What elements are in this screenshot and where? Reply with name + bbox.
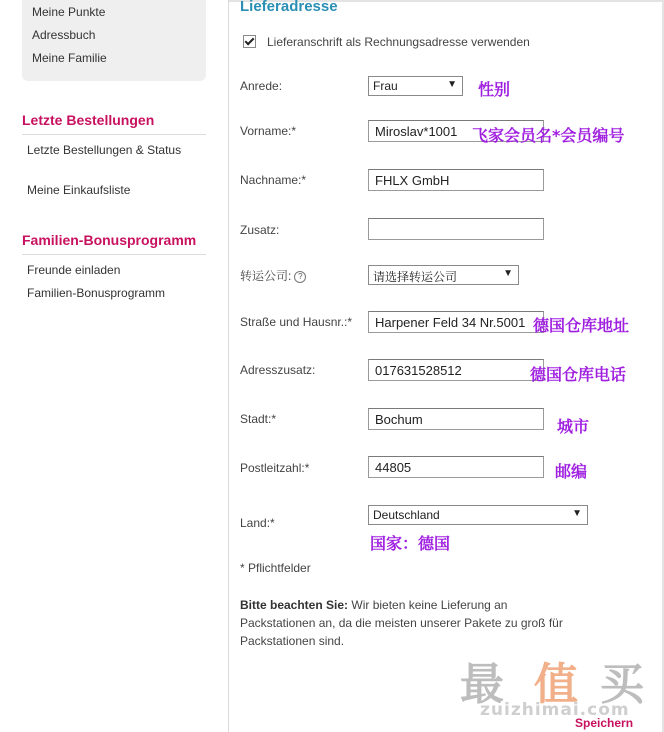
postcode-label: Postleitzahl:*: [240, 461, 310, 475]
watermark-url: zuizhimai.com: [480, 700, 630, 720]
last-name-label: Nachname:*: [240, 173, 307, 187]
carrier-label: [240, 267, 306, 284]
sidebar-link-recent-orders[interactable]: Letzte Bestellungen & Status: [27, 143, 182, 157]
annotation-warehouse-address: 德国仓库地址: [533, 316, 630, 335]
street-label: Straße und Hausnr.:*: [240, 315, 353, 329]
save-button[interactable]: Speichern: [575, 716, 634, 730]
carrier-select[interactable]: [368, 265, 519, 285]
annotation-warehouse-phone: 德国仓库电话: [530, 365, 627, 384]
dropdown-arrow-icon: ▼: [503, 268, 513, 279]
first-name-input[interactable]: Miroslav*1001: [368, 120, 544, 142]
sidebar-link-bonus-program[interactable]: Familien-Bonusprogramm: [27, 286, 166, 300]
country-label: Land:*: [240, 516, 275, 530]
help-icon[interactable]: ?: [294, 271, 306, 283]
salutation-select[interactable]: [368, 76, 463, 96]
dropdown-arrow-icon: ▼: [572, 508, 582, 519]
annotation-postcode: 邮编: [555, 462, 588, 481]
same-address-label: Lieferanschrift als Rechnungsadresse verwenden: [267, 35, 530, 49]
same-address-checkbox[interactable]: [243, 35, 256, 48]
sidebar-heading-orders: Letzte Bestellungen: [22, 112, 206, 135]
dropdown-arrow-icon: ▼: [447, 79, 457, 90]
salutation-label: Anrede:: [240, 79, 283, 93]
watermark-char-1: 最: [460, 659, 504, 710]
address-addition-label: Adresszusatz:: [240, 363, 316, 377]
sidebar-link-shopping-list[interactable]: Meine Einkaufsliste: [27, 183, 131, 197]
sidebar-item-meine-familie[interactable]: Meine Familie: [32, 51, 107, 65]
first-name-label: Vorname:*: [240, 124, 297, 138]
addition-label: Zusatz:: [240, 223, 280, 237]
sidebar-item-meine-punkte[interactable]: Meine Punkte: [32, 5, 106, 19]
addition-input[interactable]: [368, 218, 544, 240]
watermark-char-3: 买: [600, 659, 644, 710]
carrier-value: 请选择转运公司: [373, 270, 458, 284]
sidebar: [0, 0, 228, 732]
sidebar-item-adressbuch[interactable]: Adressbuch: [32, 28, 96, 42]
annotation-country: 国家：德国: [370, 534, 451, 553]
watermark-char-2: 值: [534, 659, 578, 710]
info-text: Wir bieten keine Lieferung an Packstationen an, da die meisten unserer Pakete zu groß für Packstationen sind.: [240, 598, 563, 648]
street-input[interactable]: Harpener Feld 34 Nr.5001: [368, 311, 544, 333]
country-value: Deutschland: [373, 508, 440, 522]
annotation-city: 城市: [557, 417, 590, 436]
address-addition-input[interactable]: 017631528512: [368, 359, 544, 381]
page-title: Lieferadresse: [240, 0, 338, 15]
city-label: Stadt:*: [240, 412, 277, 426]
annotation-gender: 性别: [478, 80, 511, 99]
country-select[interactable]: [368, 505, 588, 525]
last-name-input[interactable]: FHLX GmbH: [368, 169, 544, 191]
postcode-input[interactable]: 44805: [368, 456, 544, 478]
account-menu: [22, 0, 206, 81]
required-fields-note: * Pflichtfelder: [240, 561, 311, 575]
carrier-label-text: 转运公司:: [240, 269, 292, 283]
packstation-info: [240, 596, 580, 650]
salutation-value: Frau: [373, 79, 398, 93]
city-input[interactable]: Bochum: [368, 408, 544, 430]
sidebar-link-invite-friends[interactable]: Freunde einladen: [27, 263, 121, 277]
sidebar-heading-bonus: Familien-Bonusprogramm: [22, 232, 206, 255]
annotation-member: 飞家会员名*会员编号: [472, 126, 625, 145]
info-bold: Bitte beachten Sie:: [240, 598, 349, 612]
